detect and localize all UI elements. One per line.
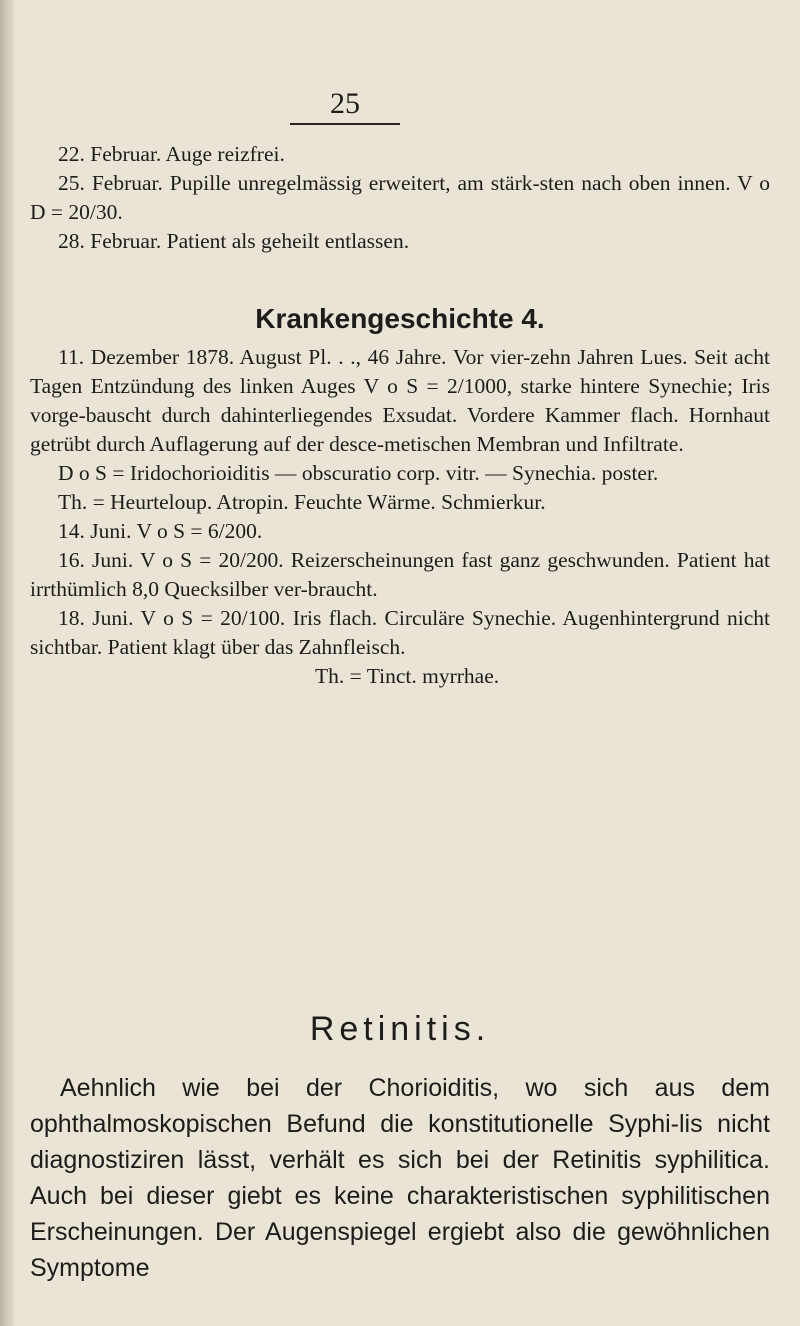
case-paragraph: 11. Dezember 1878. August Pl. . ., 46 Jahre. Vor vier-zehn Jahren Lues. Seit acht Tagen Entzündung des linken Auges V o S = 2/1000, starke hintere Synechie; Iris vorge-bauscht durch dahinterliegendes Exsudat. Vordere Kammer flach. Hornhaut getrübt durch Auflagerung auf der desce-metischen Membran und Infiltrate. [30, 345, 770, 456]
case-paragraph: 14. Juni. V o S = 6/200. [58, 519, 263, 543]
page-number: 25 [330, 87, 360, 120]
case-paragraph: D o S = Iridochorioiditis — obscuratio corp. vitr. — Synechia. poster. [58, 461, 659, 485]
diary-entries-top [30, 140, 770, 256]
entry-line: 22. Februar. Auge reizfrei. [58, 142, 285, 166]
case-history-heading: Krankengeschichte 4. [255, 303, 545, 334]
entry-line: 28. Februar. Patient als geheilt entlassen. [58, 229, 410, 253]
page-number-rule [290, 123, 400, 125]
section-body [30, 1070, 770, 1286]
page-binding-edge [0, 0, 14, 1326]
case-paragraph: 18. Juni. V o S = 20/100. Iris flach. Circuläre Synechie. Augenhintergrund nicht sichtbar. Patient klagt über das Zahnfleisch. [30, 606, 770, 659]
case-paragraph: Th. = Heurteloup. Atropin. Feuchte Wärme. Schmierkur. [58, 490, 546, 514]
entry-line: 25. Februar. Pupille unregelmässig erweitert, am stärk-sten nach oben innen. V o D = 20/30. [30, 171, 770, 224]
section-heading-retinitis: Retinitis. [309, 1010, 491, 1048]
case-paragraph: 16. Juni. V o S = 20/200. Reizerscheinungen fast ganz geschwunden. Patient hat irrthümlich 8,0 Quecksilber ver-braucht. [30, 548, 770, 601]
case-history-body [30, 343, 770, 691]
therapy-line: Th. = Tinct. myrrhae. [315, 664, 500, 688]
section-paragraph: Aehnlich wie bei der Chorioiditis, wo sich aus dem ophthalmoskopischen Befund die konstitutionelle Syphi-lis nicht diagnostiziren lässt, verhält es sich bei der Retinitis syphilitica. Auch bei dieser giebt es keine charakteristischen syphilitischen Erscheinungen. Der Augenspiegel ergiebt also die gewöhnlichen Symptome [30, 1074, 770, 1282]
